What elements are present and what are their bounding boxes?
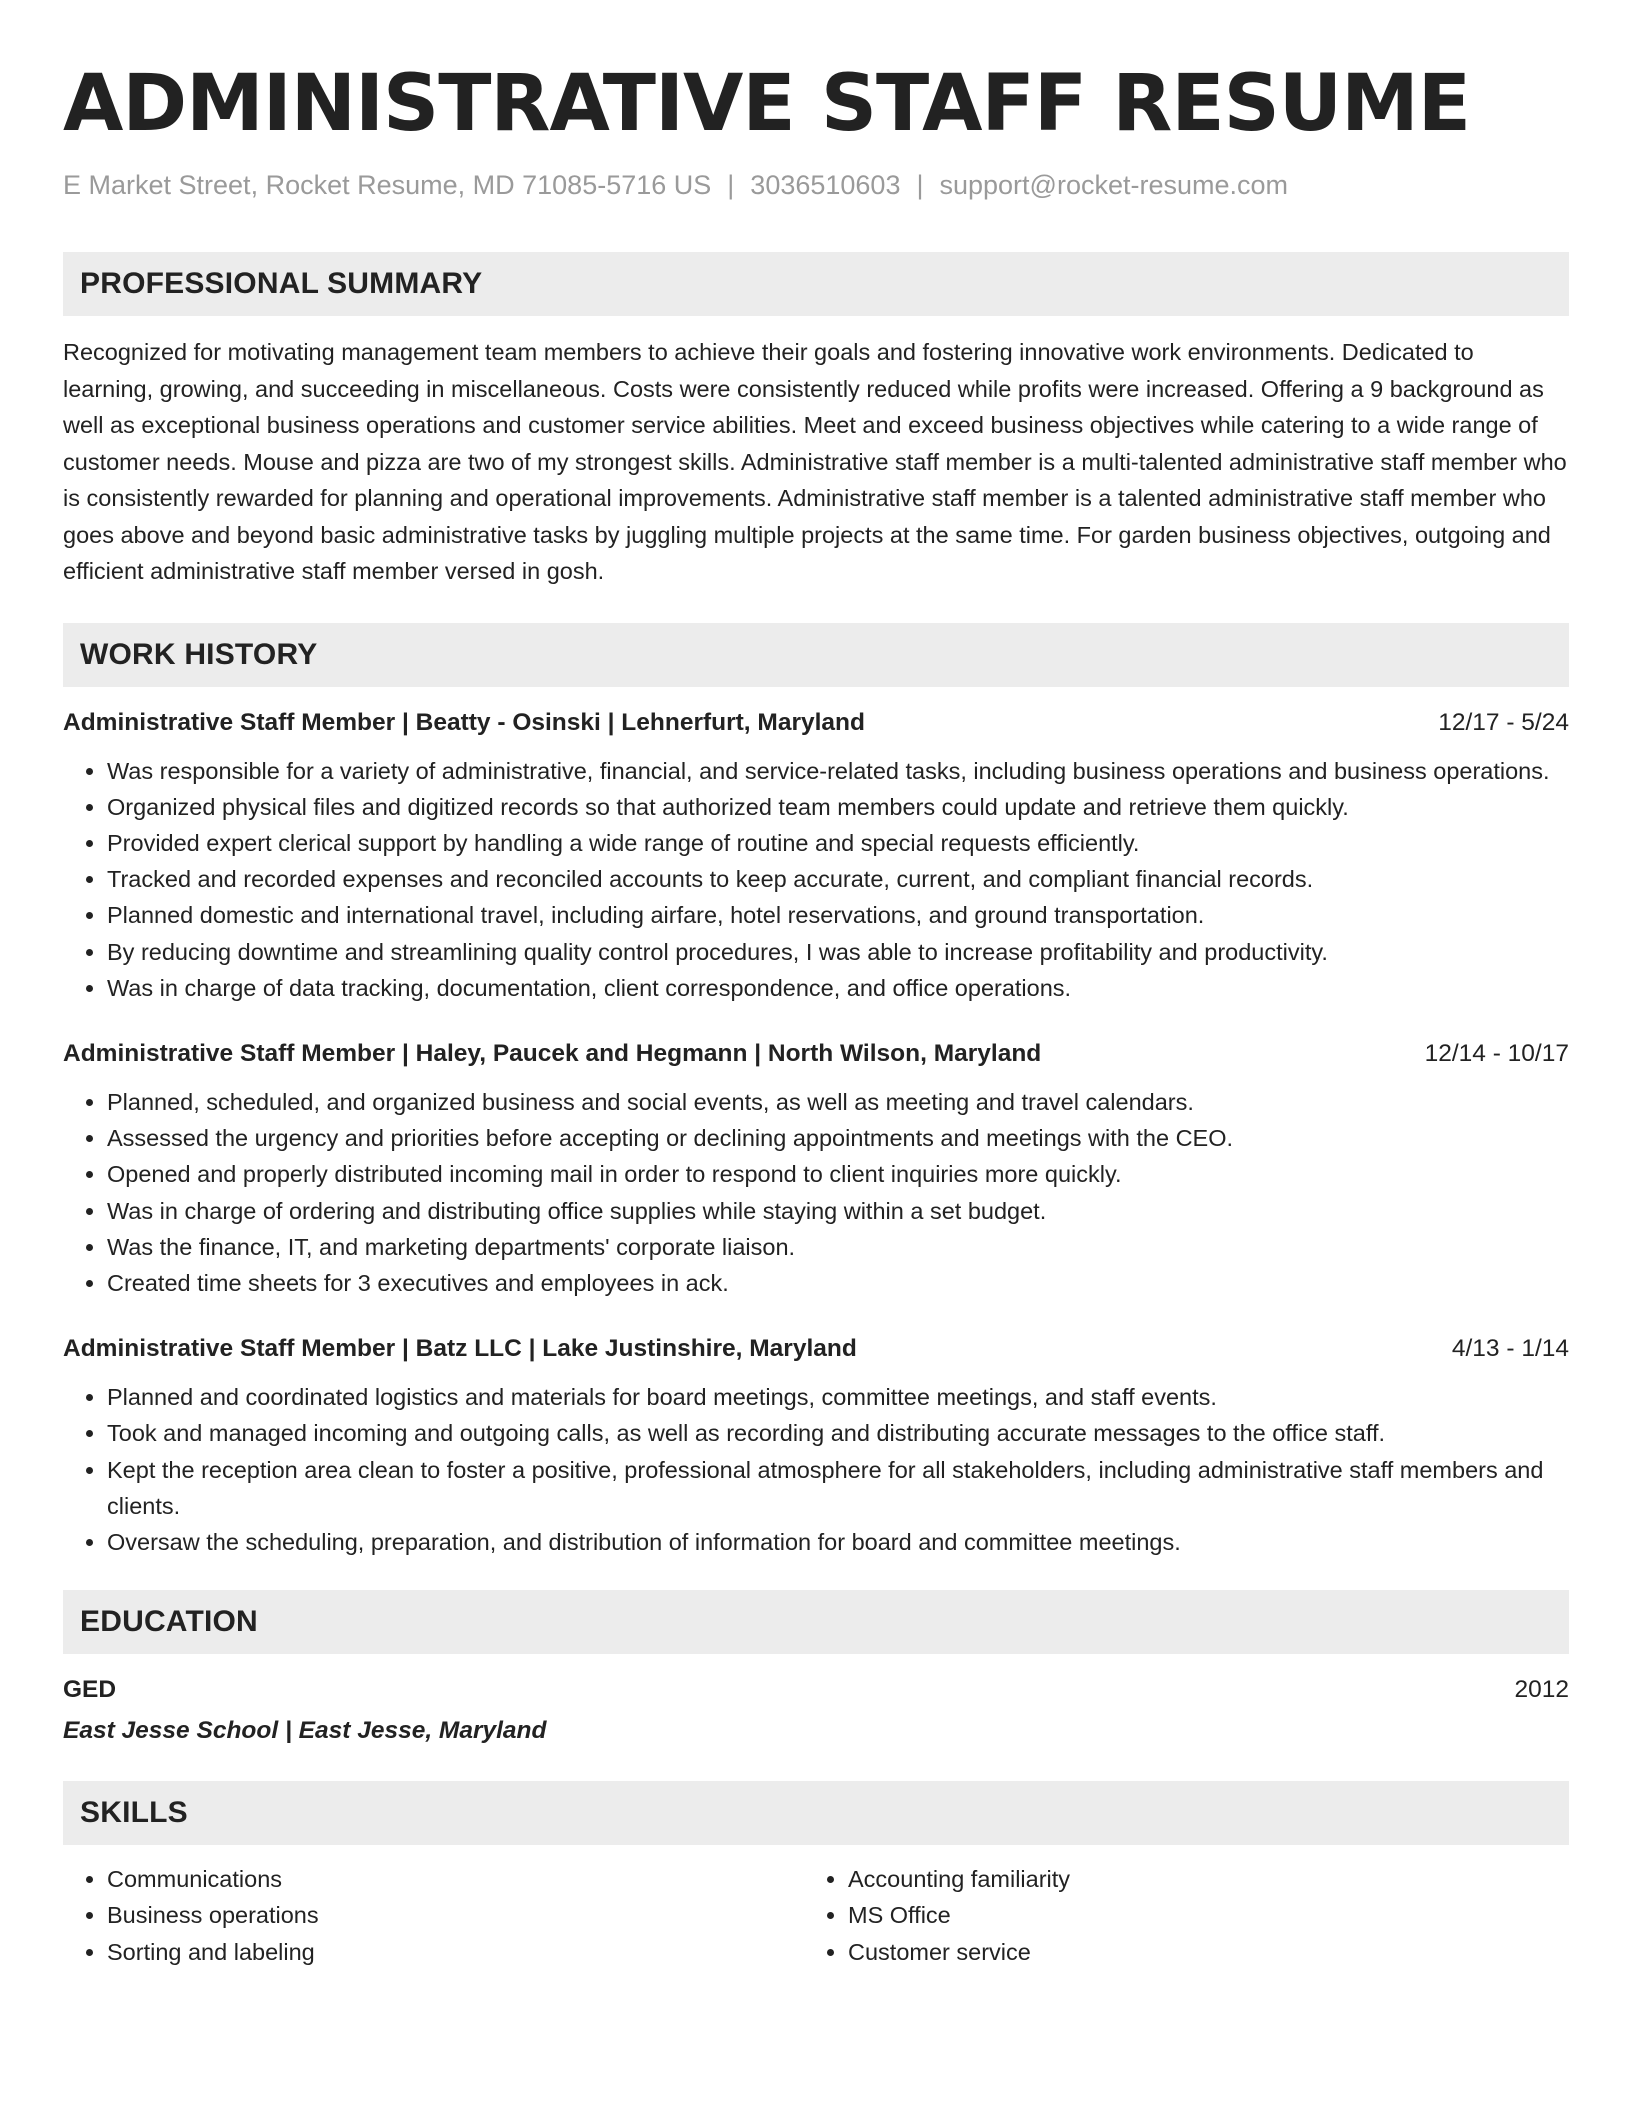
job-bullet: • Assessed the urgency and priorities before accepting or declining appointments and meetings with the CEO. [107,1120,1569,1156]
job-heading: Administrative Staff Member | Batz LLC | Lake Justinshire, Maryland [63,1335,857,1363]
contact-line [63,168,1569,202]
job-header [63,1333,1569,1365]
section-header-summary [63,252,1569,316]
skill-item: • Accounting familiarity [848,1861,1545,1897]
section-title: PROFESSIONAL SUMMARY [80,267,483,300]
skill-item: • Business operations [107,1897,804,1933]
job-bullet: • Planned and coordinated logistics and materials for board meetings, committee meetings, and staff events. [107,1379,1569,1415]
section-title: SKILLS [80,1796,188,1830]
section-title: EDUCATION [80,1605,258,1639]
skills-grid [63,1861,1569,1970]
job-entry [63,707,1569,1006]
skill-item: • MS Office [848,1897,1545,1933]
summary-text: Recognized for motivating management team members to achieve their goals and fostering innovative work environments. Dedicated to learning, growing, and succeeding in miscellaneous. Costs were consistently reduced while profits were increased. Offering a 9 background as well as exceptional business operations and customer service abilities. Meet and exceed business objectives while catering to a wide range of customer needs. Mouse and pizza are two of my strongest skills. Administrative staff member is a multi-talented administrative staff member who is consistently rewarded for planning and operational improvements. Administrative staff member is a talented administrative staff member who goes above and beyond basic administrative tasks by juggling multiple projects at the same time. For garden business objectives, outgoing and efficient administrative staff member versed in gosh. [63,339,1567,584]
job-entry [63,1333,1569,1560]
job-bullet: • Planned, scheduled, and organized business and social events, as well as meeting and travel calendars. [107,1084,1569,1120]
job-dates: 4/13 - 1/14 [1451,1335,1569,1363]
contact-address: E Market Street, Rocket Resume, MD 71085-5716 US [63,170,712,200]
job-bullets [63,753,1569,1006]
job-bullet: • Planned domestic and international travel, including airfare, hotel reservations, and ground transportation. [107,897,1569,933]
education-header [63,1674,1569,1706]
skills-column-left [63,1861,804,1970]
job-header [63,707,1569,739]
education-degree: GED [63,1676,117,1704]
section-header-skills [63,1781,1569,1845]
job-bullet: • Created time sheets for 3 executives and employees in ack. [107,1265,1569,1301]
education-entry [63,1674,1569,1747]
section-title: WORK HISTORY [80,637,318,671]
section-header-work-history [63,623,1569,687]
job-bullet: • Was the finance, IT, and marketing departments' corporate liaison. [107,1229,1569,1265]
skills-column-right [804,1861,1545,1970]
job-heading: Administrative Staff Member | Beatty - Osinski | Lehnerfurt, Maryland [63,708,865,736]
contact-separator: | [727,170,735,200]
job-bullet: • Tracked and recorded expenses and reconciled accounts to keep accurate, current, and compliant financial records. [107,861,1569,897]
job-heading: Administrative Staff Member | Haley, Paucek and Hegmann | North Wilson, Maryland [63,1039,1042,1067]
section-header-education [63,1590,1569,1654]
job-bullet: • Provided expert clerical support by handling a wide range of routine and special requests efficiently. [107,825,1569,861]
job-header [63,1038,1569,1070]
skill-item: • Customer service [848,1934,1545,1970]
job-bullet: • By reducing downtime and streamlining quality control procedures, I was able to increase profitability and productivity. [107,934,1569,970]
job-entry [63,1038,1569,1301]
skill-item: • Communications [107,1861,804,1897]
resume-title: ADMINISTRATIVE STAFF RESUME [63,59,1471,149]
job-bullet: • Opened and properly distributed incoming mail in order to respond to client inquiries more quickly. [107,1156,1569,1192]
job-bullet: • Was in charge of ordering and distributing office supplies while staying within a set budget. [107,1193,1569,1229]
education-year: 2012 [1514,1676,1569,1704]
skills-list [63,1861,804,1970]
job-bullet: • Kept the reception area clean to foster a positive, professional atmosphere for all stakeholders, including administrative staff members and clients. [107,1452,1569,1524]
job-bullets [63,1084,1569,1301]
job-bullet: • Was responsible for a variety of administrative, financial, and service-related tasks, including business operations and business operations. [107,753,1569,789]
job-bullets [63,1379,1569,1560]
job-bullet: • Took and managed incoming and outgoing calls, as well as recording and distributing accurate messages to the office staff. [107,1415,1569,1451]
job-bullet: • Oversaw the scheduling, preparation, and distribution of information for board and committee meetings. [107,1524,1569,1560]
contact-separator: | [916,170,924,200]
job-bullet: • Was in charge of data tracking, documentation, client correspondence, and office operations. [107,970,1569,1006]
skills-list [804,1861,1545,1970]
education-school: East Jesse School | East Jesse, Maryland [63,1717,547,1745]
job-dates: 12/14 - 10/17 [1424,1039,1569,1067]
job-dates: 12/17 - 5/24 [1438,708,1569,736]
contact-phone: 3036510603 [750,170,901,200]
contact-email: support@rocket-resume.com [939,170,1289,200]
job-bullet: • Organized physical files and digitized records so that authorized team members could update and retrieve them quickly. [107,789,1569,825]
skill-item: • Sorting and labeling [107,1934,804,1970]
